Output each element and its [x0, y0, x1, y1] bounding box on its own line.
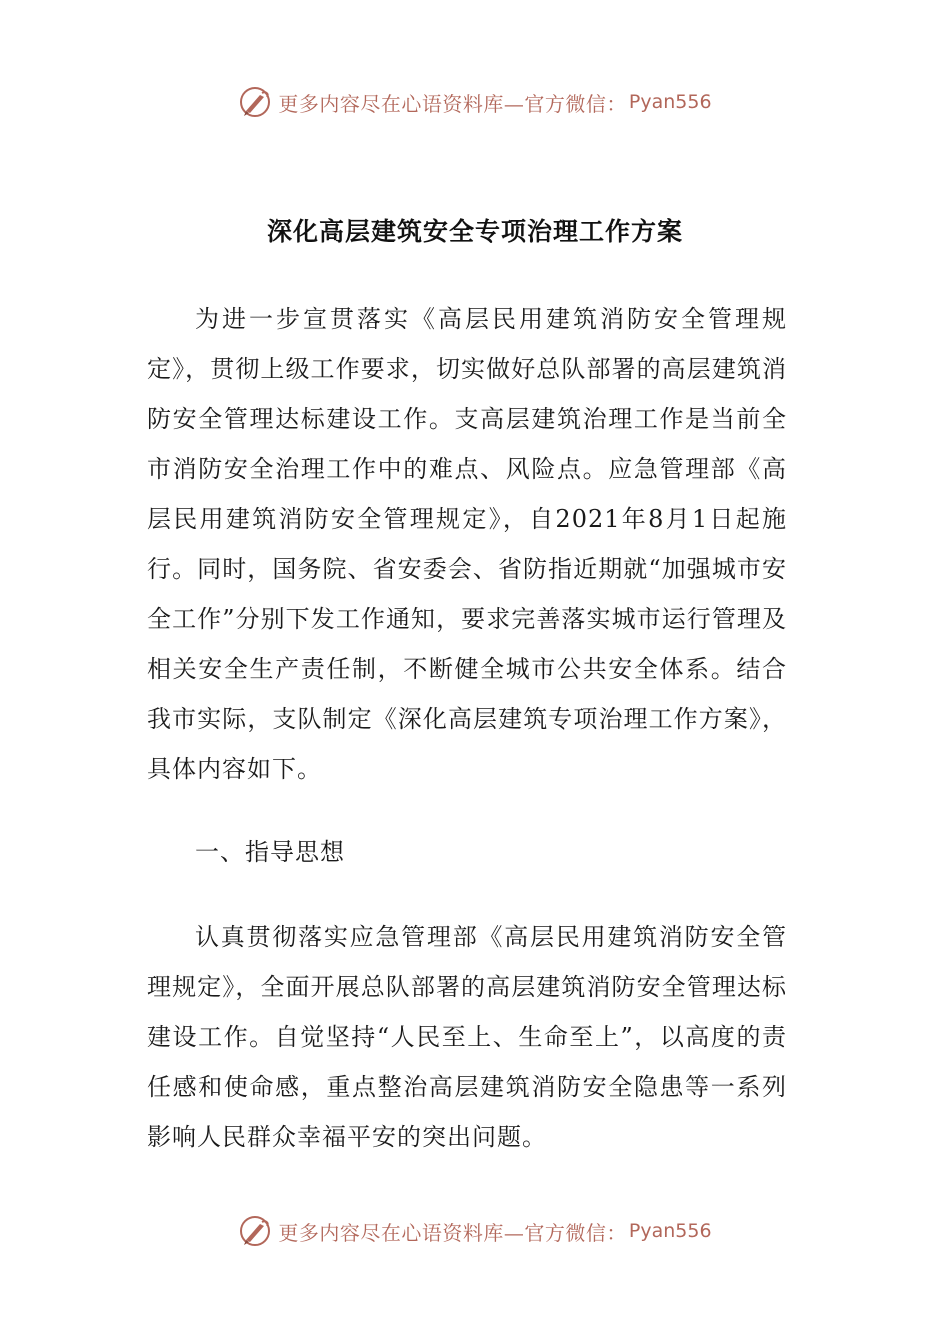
- document-title: 深化高层建筑安全专项治理工作方案: [266, 217, 683, 246]
- pen-logo-icon: [238, 1214, 272, 1248]
- header-wechat-id: Pyan556: [628, 91, 712, 113]
- footer-wechat-id: Pyan556: [628, 1220, 712, 1242]
- section1-heading: 一、指导思想: [195, 838, 345, 866]
- section1-heading-block: [147, 827, 787, 877]
- intro-section: [147, 294, 787, 794]
- section1-body: [147, 912, 787, 1162]
- intro-paragraph: 为进一步宣贯落实《高层民用建筑消防安全管理规定》，贯彻上级工作要求，切实做好总队部署的高层建筑消防安全管理达标建设工作。支高层建筑治理工作是当前全市消防安全治理工作中的难点、风险点。应急管理部《高层民用建筑消防安全管理规定》，自2021年8月1日起施行。同时，国务院、省安委会、省防指近期就“加强城市安全工作”分别下发工作通知，要求完善落实城市运行管理及相关安全生产责任制，不断健全城市公共安全体系。结合我市实际，支队制定《深化高层建筑专项治理工作方案》，具体内容如下。: [147, 305, 787, 783]
- header-banner: [0, 82, 950, 122]
- section1-paragraph: 认真贯彻落实应急管理部《高层民用建筑消防安全管理规定》，全面开展总队部署的高层建筑消防安全管理达标建设工作。自觉坚持“人民至上、生命至上”，以高度的责任感和使命感，重点整治高层建筑消防安全隐患等一系列影响人民群众幸福平安的突出问题。: [147, 923, 787, 1151]
- header-banner-text: 更多内容尽在心语资料库—官方微信：: [278, 91, 627, 116]
- footer-banner-text: 更多内容尽在心语资料库—官方微信：: [278, 1220, 627, 1245]
- pen-logo-icon: [238, 85, 272, 119]
- footer-banner: [0, 1211, 950, 1251]
